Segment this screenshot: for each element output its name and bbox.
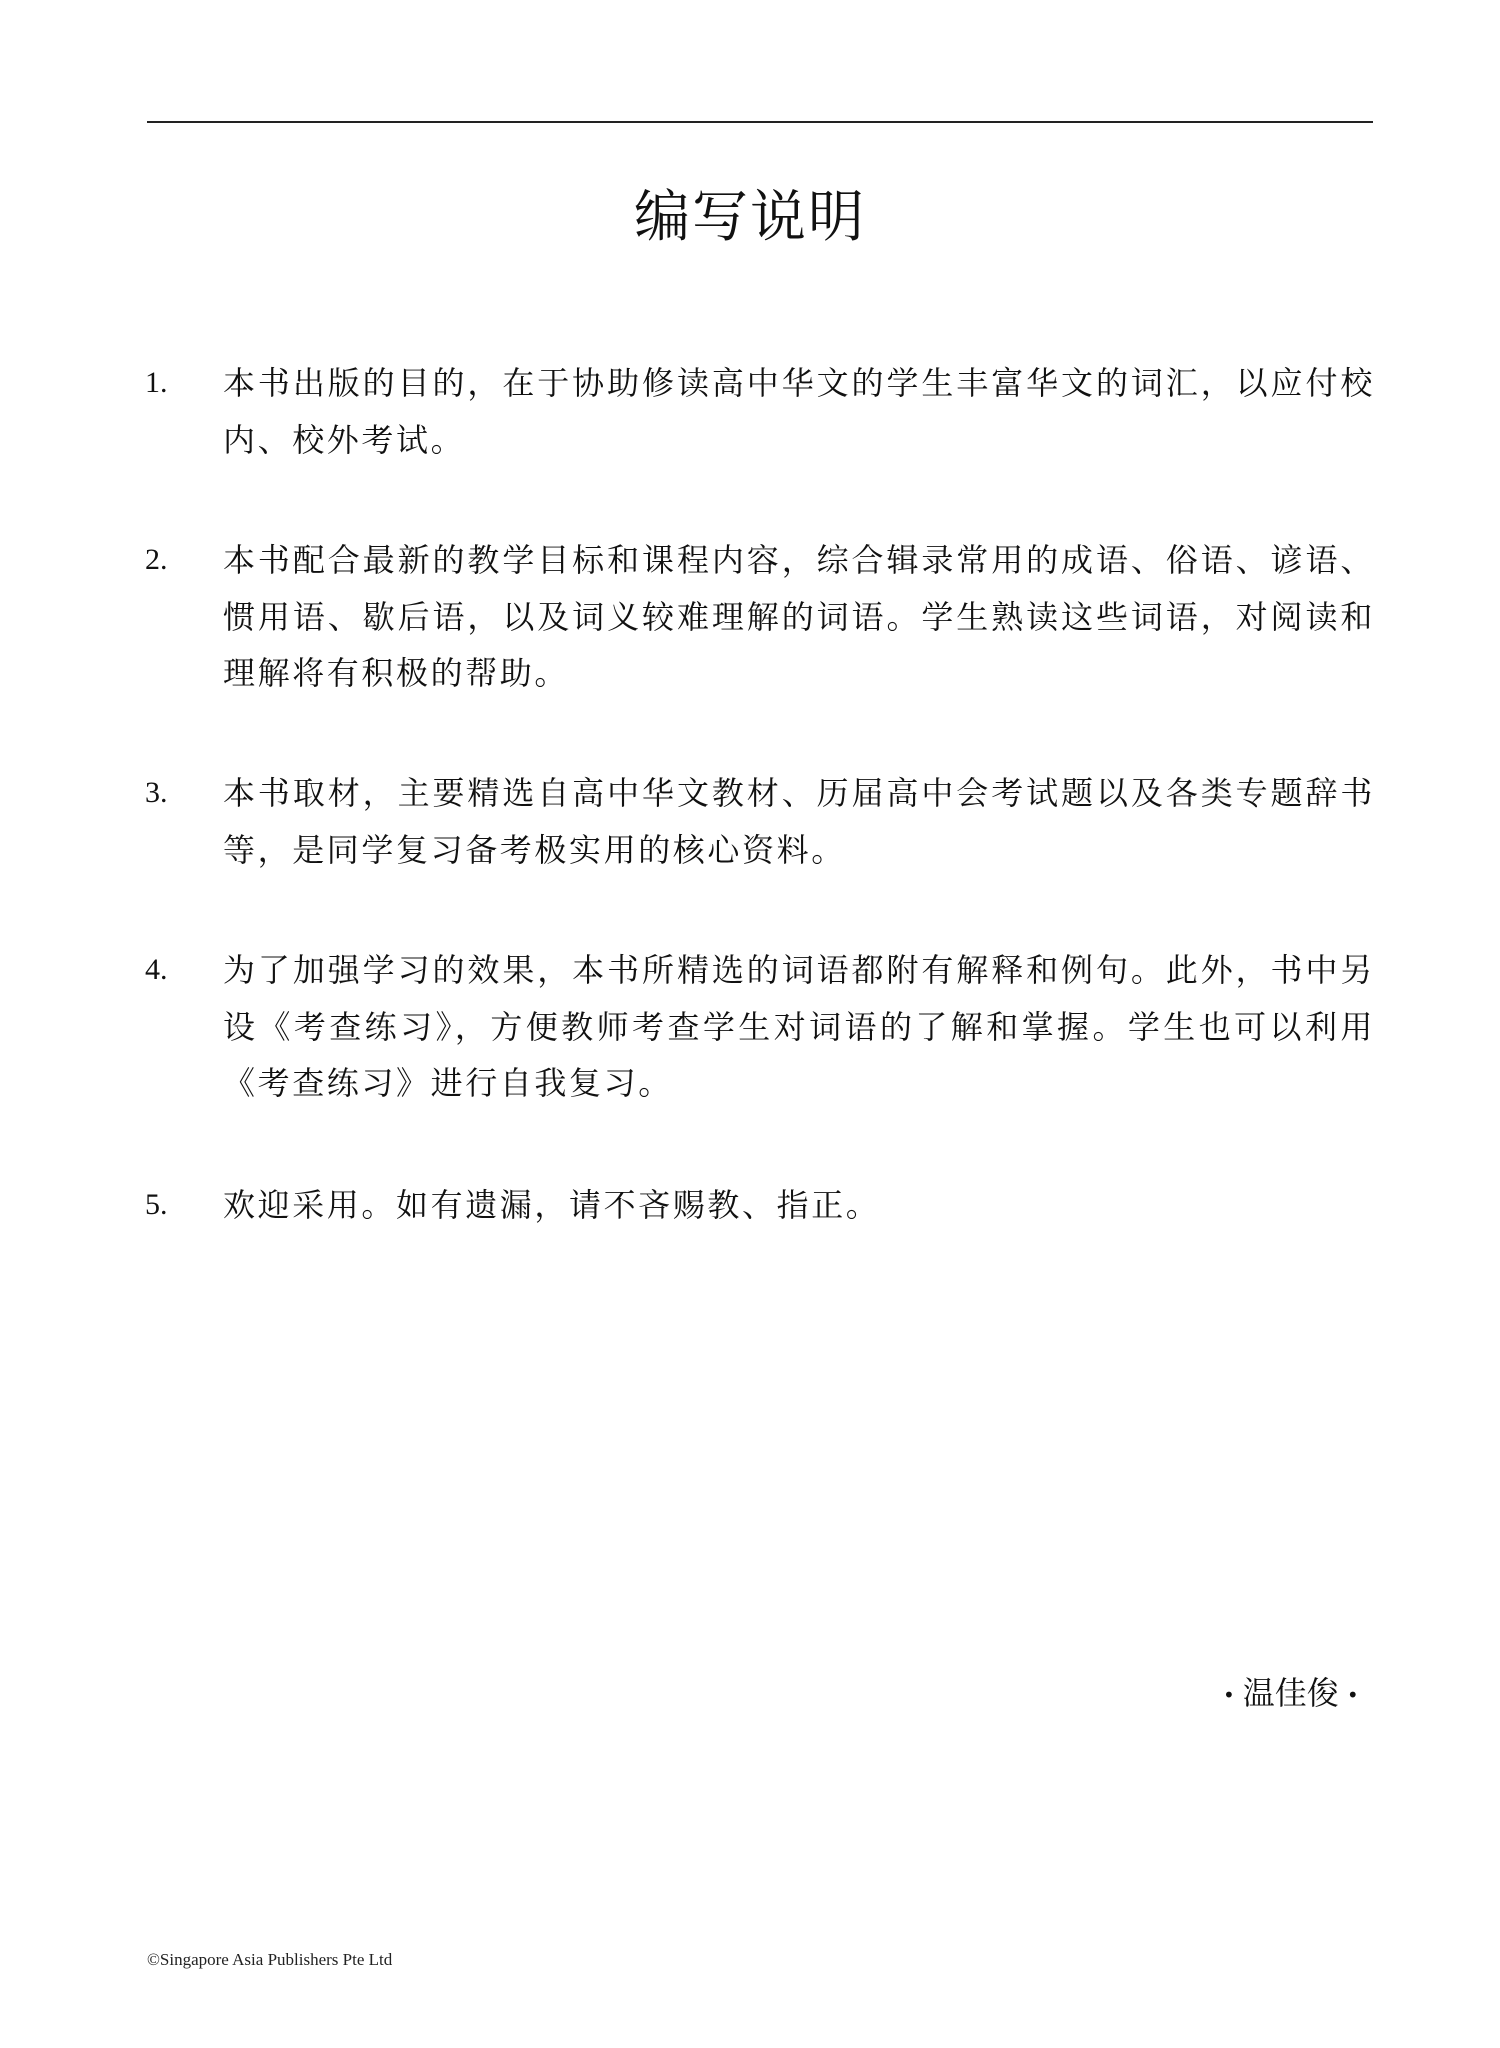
bullet-dot-icon: • [1346,1683,1359,1707]
item-number: 2. [145,543,168,576]
item-number: 4. [145,953,168,986]
author-name: 温佳俊 [1242,1674,1339,1712]
list-item-3 [145,765,1375,878]
item-number: 1. [145,366,168,399]
header-rule [147,121,1373,123]
item-text: 本书出版的目的，在于协助修读高中华文的学生丰富华文的词汇，以应付校内、校外考试。 [223,364,1375,459]
author-signature [1215,1668,1367,1720]
bullet-dot-icon: • [1223,1683,1235,1707]
item-text: 本书取材，主要精选自高中华文教材、历届高中会考试题以及各类专题辞书等，是同学复习备考极实用的核心资料。 [223,774,1375,869]
list-item-1 [145,355,1375,468]
item-text: 为了加强学习的效果，本书所精选的词语都附有解释和例句。此外，书中另设《考查练习》，方便教师考查学生对词语的了解和掌握。学生也可以利用《考查练习》进行自我复习。 [223,951,1375,1102]
item-number: 3. [145,776,168,809]
list-item-5 [145,1177,1375,1234]
list-item-4 [145,942,1375,1112]
item-text: 本书配合最新的教学目标和课程内容，综合辑录常用的成语、俗语、谚语、惯用语、歇后语，以及词义较难理解的词语。学生熟读这些词语，对阅读和理解将有积极的帮助。 [223,541,1375,692]
copyright-footer: ©Singapore Asia Publishers Pte Ltd [147,1950,393,1969]
item-number: 5. [145,1188,168,1221]
item-text: 欢迎采用。如有遗漏，请不吝赐教、指正。 [223,1186,881,1224]
list-item-2 [145,532,1375,702]
page-title: 编写说明 [634,185,866,250]
